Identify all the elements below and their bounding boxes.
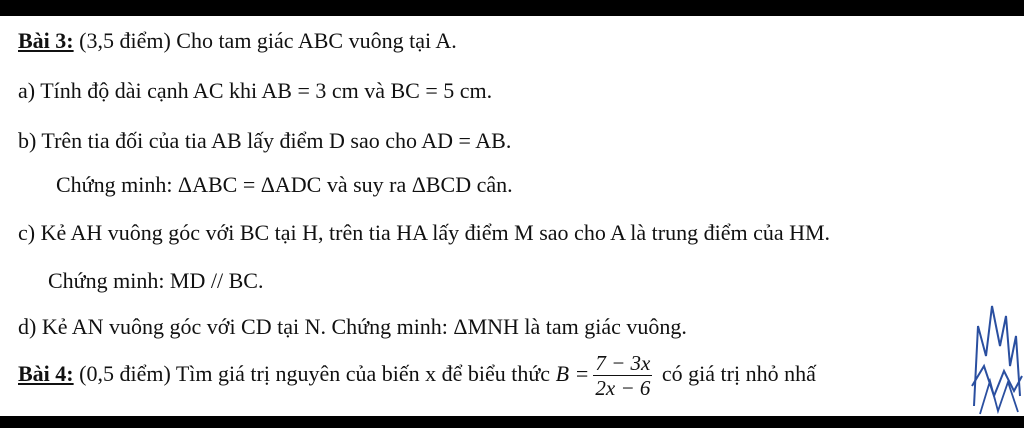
bai3-part-a: a) Tính độ dài cạnh AC khi AB = 3 cm và BC = 5 cm. <box>18 78 493 103</box>
bai4-text-after: có giá trị nhỏ nhấ <box>661 361 816 386</box>
bai3-title: Bài 3: <box>18 28 74 53</box>
bai4-text: (0,5 điểm) Tìm giá trị nguyên của biến x để biểu thức <box>79 361 551 386</box>
bai3-heading <box>18 28 457 54</box>
fraction-denominator: 2x − 6 <box>595 376 651 401</box>
worksheet <box>0 16 1024 416</box>
fraction-numerator: 7 − 3x <box>595 351 651 376</box>
bai4-title: Bài 4: <box>18 361 74 386</box>
bai3-part-b-proof: Chứng minh: ΔABC = ΔADC và suy ra ΔBCD cân. <box>56 172 513 197</box>
bai3-part-c-proof: Chứng minh: MD // BC. <box>48 268 264 293</box>
fraction <box>593 351 652 400</box>
bai4-line <box>18 350 816 400</box>
bai3-part-d: d) Kẻ AN vuông góc với CD tại N. Chứng minh: ΔMNH là tam giác vuông. <box>18 314 687 339</box>
bai3-part-b: b) Trên tia đối của tia AB lấy điểm D sao cho AD = AB. <box>18 128 512 153</box>
bai3-points: (3,5 điểm) Cho tam giác ABC vuông tại A. <box>79 28 457 53</box>
handwriting-scribble-icon <box>970 286 1024 416</box>
bai3-part-c: c) Kẻ AH vuông góc với BC tại H, trên tia HA lấy điểm M sao cho A là trung điểm của HM. <box>18 220 831 245</box>
expression-lhs: B = <box>555 361 590 386</box>
